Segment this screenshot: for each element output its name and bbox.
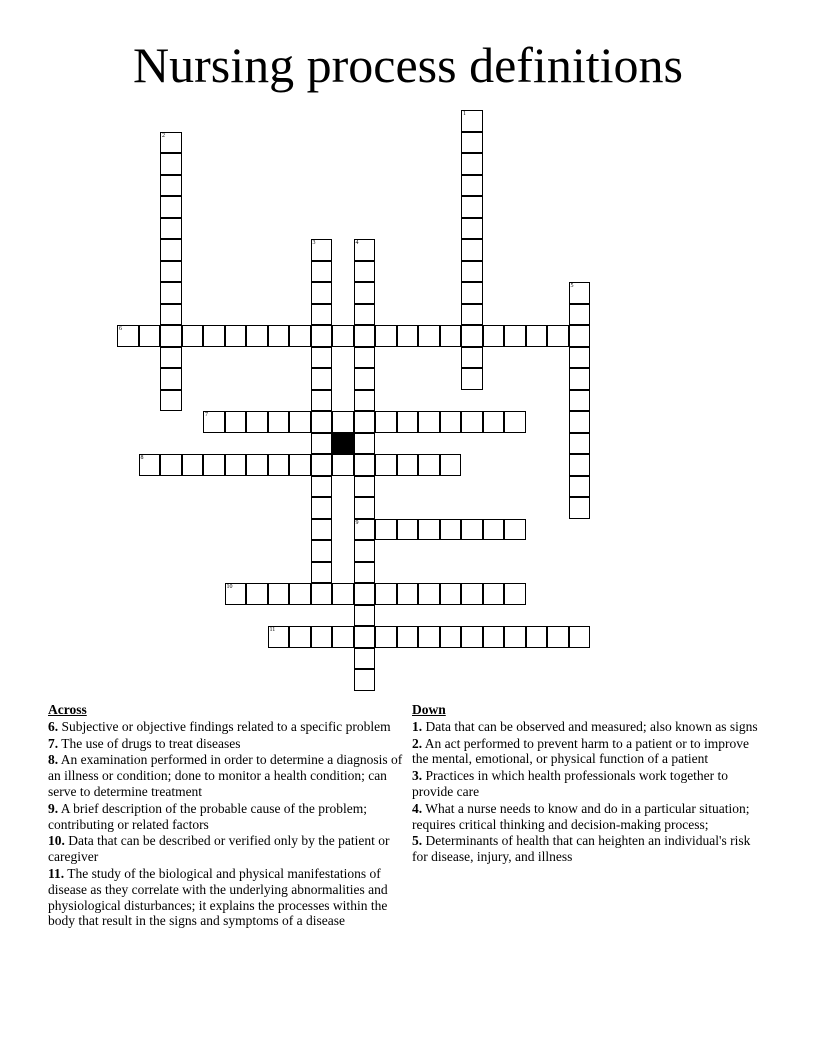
grid-cell[interactable] bbox=[375, 325, 397, 347]
clue-down-1: 1. Data that can be observed and measured; also known as signs bbox=[412, 718, 758, 734]
grid-cell[interactable] bbox=[569, 476, 591, 498]
grid-cell[interactable] bbox=[440, 626, 462, 648]
grid-cell[interactable] bbox=[160, 218, 182, 240]
grid-cell[interactable] bbox=[311, 562, 333, 584]
clue-number: 6 bbox=[119, 326, 122, 332]
grid-cell[interactable] bbox=[246, 411, 268, 433]
grid-cell[interactable] bbox=[504, 325, 526, 347]
grid-cell[interactable] bbox=[397, 583, 419, 605]
grid-cell[interactable] bbox=[440, 411, 462, 433]
grid-cell[interactable] bbox=[160, 325, 182, 347]
grid-cell[interactable] bbox=[160, 132, 182, 154]
grid-cell[interactable] bbox=[246, 583, 268, 605]
grid-cell[interactable] bbox=[397, 325, 419, 347]
grid-cell[interactable] bbox=[160, 454, 182, 476]
grid-cell[interactable] bbox=[461, 261, 483, 283]
grid-cell[interactable] bbox=[461, 175, 483, 197]
grid-cell[interactable] bbox=[160, 239, 182, 261]
grid-cell[interactable] bbox=[311, 583, 333, 605]
across-clues bbox=[48, 702, 404, 930]
grid-cell[interactable] bbox=[440, 454, 462, 476]
grid-cell[interactable] bbox=[569, 347, 591, 369]
grid-cell[interactable] bbox=[461, 196, 483, 218]
down-heading: Down bbox=[412, 702, 446, 717]
grid-cell[interactable] bbox=[311, 390, 333, 412]
grid-cell[interactable] bbox=[203, 411, 225, 433]
grid-cell[interactable] bbox=[569, 454, 591, 476]
clue-number: 5 bbox=[570, 283, 574, 289]
grid-cell[interactable] bbox=[569, 325, 591, 347]
grid-cell[interactable] bbox=[311, 411, 333, 433]
grid-cell[interactable] bbox=[225, 411, 247, 433]
clue-number: 9 bbox=[355, 519, 359, 526]
clue-across-8: 8. An examination performed in order to determine a diagnosis of an illness or condition; done to monitor a health condition; can serve to determine treatment bbox=[48, 752, 403, 799]
grid-cell[interactable] bbox=[311, 454, 333, 476]
clue-number: 2 bbox=[162, 132, 165, 139]
grid-cell[interactable] bbox=[354, 454, 376, 476]
grid-cell[interactable] bbox=[311, 325, 333, 347]
clue-across-7: 7. The use of drugs to treat diseases bbox=[48, 735, 241, 751]
clue-across-10: 10. Data that can be described or verified only by the patient or caregiver bbox=[48, 833, 390, 865]
grid-cell[interactable] bbox=[160, 347, 182, 369]
grid-cell[interactable] bbox=[311, 519, 333, 541]
grid-cell[interactable] bbox=[311, 626, 333, 648]
grid-cell[interactable] bbox=[461, 282, 483, 304]
grid-cell[interactable] bbox=[354, 390, 376, 412]
grid-cell[interactable] bbox=[547, 626, 569, 648]
grid-cell[interactable] bbox=[440, 519, 462, 541]
grid-cell[interactable] bbox=[418, 411, 440, 433]
grid-cell[interactable] bbox=[483, 583, 505, 605]
grid-cell[interactable] bbox=[483, 411, 505, 433]
grid-cell[interactable] bbox=[268, 411, 290, 433]
grid-cell[interactable] bbox=[354, 626, 376, 648]
grid-cell[interactable] bbox=[246, 325, 268, 347]
grid-cell[interactable] bbox=[160, 368, 182, 390]
grid-cell[interactable] bbox=[461, 626, 483, 648]
grid-cell[interactable] bbox=[461, 411, 483, 433]
grid-cell[interactable] bbox=[461, 239, 483, 261]
grid-cell[interactable] bbox=[504, 519, 526, 541]
grid-cell[interactable] bbox=[332, 626, 354, 648]
grid-cell[interactable] bbox=[354, 368, 376, 390]
clue-number: 11 bbox=[269, 627, 276, 633]
grid-cell[interactable] bbox=[354, 282, 376, 304]
clue-number: 4 bbox=[355, 240, 359, 246]
grid-cell[interactable] bbox=[332, 454, 354, 476]
grid-cell[interactable] bbox=[354, 669, 376, 691]
grid-cell[interactable] bbox=[418, 325, 440, 347]
clue-number: 1 bbox=[463, 111, 466, 117]
grid-cell[interactable] bbox=[332, 325, 354, 347]
grid-cell[interactable] bbox=[289, 626, 311, 648]
clue-number: 8 bbox=[140, 455, 144, 461]
grid-cell[interactable] bbox=[182, 325, 204, 347]
grid-cell[interactable] bbox=[311, 304, 333, 326]
grid-cell[interactable] bbox=[225, 583, 247, 605]
grid-cell[interactable] bbox=[289, 583, 311, 605]
grid-cell[interactable] bbox=[569, 626, 591, 648]
grid-cell[interactable] bbox=[311, 239, 333, 261]
grid-cell[interactable] bbox=[354, 304, 376, 326]
grid-cell[interactable] bbox=[483, 519, 505, 541]
grid-cell[interactable] bbox=[461, 132, 483, 154]
grid-cell[interactable] bbox=[160, 390, 182, 412]
grid-cell[interactable] bbox=[483, 325, 505, 347]
grid-cell[interactable] bbox=[139, 454, 161, 476]
grid-cell[interactable] bbox=[311, 433, 333, 455]
grid-cell[interactable] bbox=[311, 261, 333, 283]
grid-cell[interactable] bbox=[332, 583, 354, 605]
grid-cell[interactable] bbox=[354, 562, 376, 584]
clue-number: 3 bbox=[312, 240, 316, 246]
grid-cell[interactable] bbox=[397, 454, 419, 476]
grid-cell[interactable] bbox=[504, 583, 526, 605]
grid-cell[interactable] bbox=[461, 325, 483, 347]
grid-cell[interactable] bbox=[354, 347, 376, 369]
grid-cell[interactable] bbox=[311, 368, 333, 390]
grid-cell[interactable] bbox=[311, 347, 333, 369]
grid-cell[interactable] bbox=[160, 196, 182, 218]
across-heading: Across bbox=[48, 702, 87, 717]
grid-cell[interactable] bbox=[311, 476, 333, 498]
clue-across-6: 6. Subjective or objective findings related to a specific problem bbox=[48, 718, 391, 734]
grid-cell[interactable] bbox=[504, 411, 526, 433]
grid-cell[interactable] bbox=[354, 411, 376, 433]
grid-cell[interactable] bbox=[461, 519, 483, 541]
grid-cell[interactable] bbox=[397, 411, 419, 433]
grid-cell[interactable] bbox=[354, 519, 376, 541]
grid-cell[interactable] bbox=[268, 454, 290, 476]
grid-cell[interactable] bbox=[569, 390, 591, 412]
grid-cell[interactable] bbox=[418, 519, 440, 541]
grid-cell[interactable] bbox=[397, 519, 419, 541]
grid-cell[interactable] bbox=[225, 325, 247, 347]
grid-cell[interactable] bbox=[569, 433, 591, 455]
grid-cell[interactable] bbox=[569, 497, 591, 519]
grid-cell[interactable] bbox=[139, 325, 161, 347]
clue-across-9: 9. A brief description of the probable cause of the problem; contributing or related factors bbox=[48, 800, 368, 832]
grid-cell[interactable] bbox=[289, 411, 311, 433]
clue-number: 7 bbox=[205, 412, 208, 418]
grid-cell[interactable] bbox=[354, 497, 376, 519]
down-clues bbox=[412, 702, 768, 866]
black-cell bbox=[332, 433, 354, 455]
grid-cell[interactable] bbox=[461, 218, 483, 240]
grid-cell[interactable] bbox=[569, 304, 591, 326]
grid-cell[interactable] bbox=[461, 347, 483, 369]
grid-cell[interactable] bbox=[418, 583, 440, 605]
grid-cell[interactable] bbox=[182, 454, 204, 476]
grid-cell[interactable] bbox=[440, 583, 462, 605]
grid-cell[interactable] bbox=[160, 153, 182, 175]
clue-down-5: 5. Determinants of health that can heighten an individual's risk for disease, injury, and illness bbox=[412, 833, 751, 865]
grid-cell[interactable] bbox=[375, 454, 397, 476]
grid-cell[interactable] bbox=[160, 261, 182, 283]
grid-cell[interactable] bbox=[461, 583, 483, 605]
grid-cell[interactable] bbox=[289, 325, 311, 347]
grid-cell[interactable] bbox=[526, 626, 548, 648]
clue-number: 10 bbox=[226, 584, 233, 590]
grid-cell[interactable] bbox=[440, 325, 462, 347]
grid-cell[interactable] bbox=[461, 304, 483, 326]
grid-cell[interactable] bbox=[375, 583, 397, 605]
grid-cell[interactable] bbox=[268, 583, 290, 605]
clue-across-11: 11. The study of the biological and physical manifestations of disease as they correlate with the underlying abnormalities and physiological disturbances; it explains the processes within the body that result in the signs and symptoms of a disease bbox=[48, 865, 388, 929]
grid-cell[interactable] bbox=[203, 454, 225, 476]
grid-cell[interactable] bbox=[483, 626, 505, 648]
grid-cell[interactable] bbox=[354, 239, 376, 261]
grid-cell[interactable] bbox=[160, 175, 182, 197]
clue-down-2: 2. An act performed to prevent harm to a patient or to improve the mental, emotional, or physical function of a patient bbox=[412, 735, 750, 767]
grid-cell[interactable] bbox=[354, 583, 376, 605]
grid-cell[interactable] bbox=[461, 110, 483, 132]
grid-cell[interactable] bbox=[526, 325, 548, 347]
grid-cell[interactable] bbox=[311, 282, 333, 304]
grid-cell[interactable] bbox=[418, 454, 440, 476]
grid-cell[interactable] bbox=[354, 605, 376, 627]
page-title: Nursing process definitions bbox=[133, 37, 683, 93]
grid-cell[interactable] bbox=[354, 648, 376, 670]
grid-cell[interactable] bbox=[246, 454, 268, 476]
grid-cell[interactable] bbox=[354, 325, 376, 347]
grid-cell[interactable] bbox=[225, 454, 247, 476]
grid-cell[interactable] bbox=[311, 497, 333, 519]
grid-cell[interactable] bbox=[203, 325, 225, 347]
grid-cell[interactable] bbox=[569, 411, 591, 433]
grid-cell[interactable] bbox=[375, 626, 397, 648]
grid-cell[interactable] bbox=[354, 476, 376, 498]
clue-down-4: 4. What a nurse needs to know and do in a particular situation; requires critical thinking and decision-making process; bbox=[412, 800, 750, 832]
grid-cell[interactable] bbox=[289, 454, 311, 476]
grid-cell[interactable] bbox=[569, 368, 591, 390]
grid-cell[interactable] bbox=[311, 540, 333, 562]
grid-cell[interactable] bbox=[268, 626, 290, 648]
grid-cell[interactable] bbox=[375, 411, 397, 433]
grid-cell[interactable] bbox=[397, 626, 419, 648]
grid-cell[interactable] bbox=[375, 519, 397, 541]
grid-cell[interactable] bbox=[461, 153, 483, 175]
grid-cell[interactable] bbox=[569, 282, 591, 304]
grid-cell[interactable] bbox=[504, 626, 526, 648]
grid-cell[interactable] bbox=[160, 304, 182, 326]
grid-cell[interactable] bbox=[547, 325, 569, 347]
grid-cell[interactable] bbox=[160, 282, 182, 304]
grid-cell[interactable] bbox=[268, 325, 290, 347]
grid-cell[interactable] bbox=[354, 433, 376, 455]
grid-cell[interactable] bbox=[354, 261, 376, 283]
grid-cell[interactable] bbox=[354, 540, 376, 562]
grid-cell[interactable] bbox=[332, 411, 354, 433]
grid-cell[interactable] bbox=[117, 325, 139, 347]
grid-cell[interactable] bbox=[461, 368, 483, 390]
clue-down-3: 3. Practices in which health professionals work together to provide care bbox=[412, 768, 729, 799]
grid-cell[interactable] bbox=[418, 626, 440, 648]
